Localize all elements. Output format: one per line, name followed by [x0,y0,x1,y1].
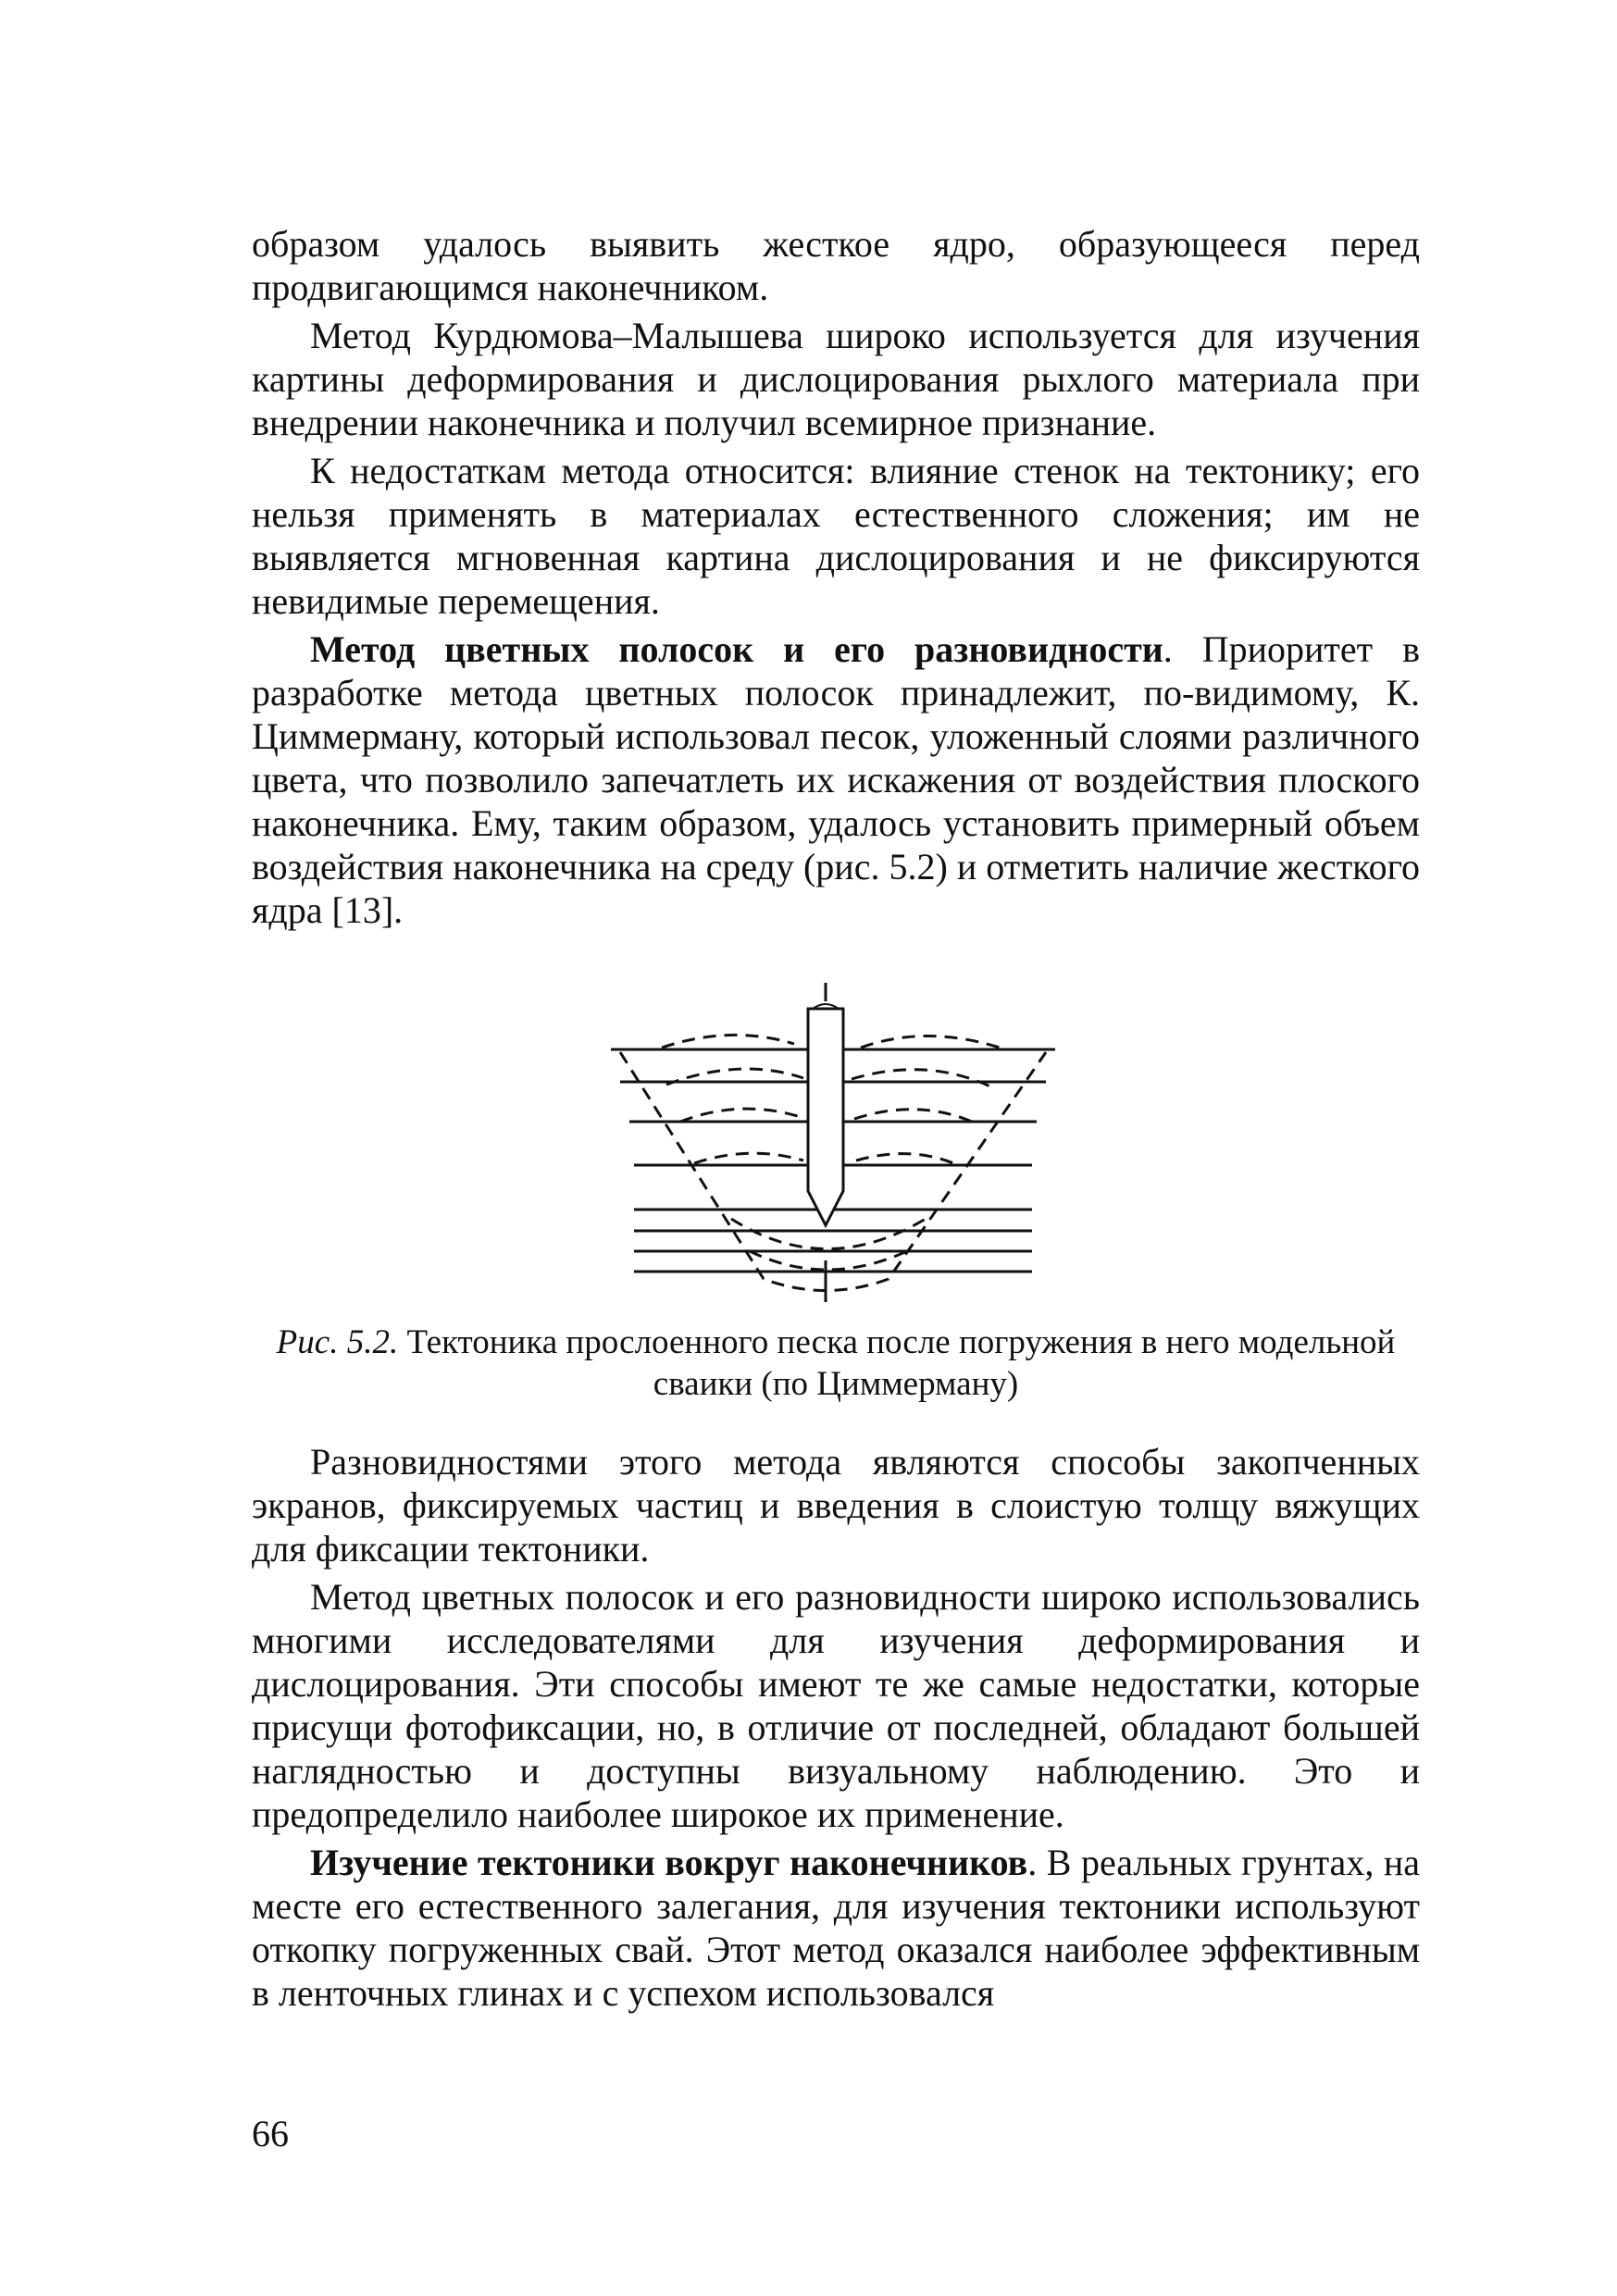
distortion-curve [680,1109,801,1122]
text-block-bottom [252,1440,1420,2019]
distortion-curve [731,1219,926,1249]
caption-label: Рис. 5.2. [276,1323,399,1361]
page-number: 66 [252,2113,289,2154]
paragraph-7 [252,1841,1420,2015]
distortion-curve [750,1251,907,1270]
section-heading-colored-stripes: Метод цветных полосок и его разновидности [310,628,1163,670]
paragraph-4-body: . Приоритет в разработке метода цветных полосок принадлежит, по-видимому, К. Циммерману, который использовал песок, уложенный слоями различного цвета, что позволило запечатлеть их искажения от воздействия плоского наконечника. Ему, таким образом, удалось установить примерный объем воздействия наконечника на среду (рис. 5.2) и отметить наличие жесткого ядра [13]. [252,628,1420,931]
figure-caption [252,1322,1420,1405]
tectonics-diagram [592,983,1074,1334]
paragraph-2: Метод Курдюмова–Малышева широко используется для изучения картины деформирования и дислоцирования рыхлого материала при внедрении наконечника и получил всемирное признание. [252,315,1420,443]
pile-shape [808,1009,843,1225]
section-heading-tectonics: Изучение тектоники вокруг наконечников [310,1842,1028,1883]
paragraph-5: Разновидностями этого метода являются способы закопченных экранов, фиксируемых частиц и введения в слоистую толщу вяжущих для фиксации тектоники. [252,1441,1420,1570]
distortion-curve [662,1035,794,1048]
text-block-top [252,222,1420,937]
paragraph-6: Метод цветных полосок и его разновидности широко использовались многими исследователями для изучения деформирования и дислоцирования. Эти способы имеют те же самые недостатки, которые присущи фотофиксации, но, в отличие от последней, обладают большей наглядностью и доступны визуальному наблюдению. Это и предопределило наиболее широкое их применение. [252,1576,1420,1835]
paragraph-4 [252,627,1420,932]
distortion-curve [694,1153,803,1163]
distortion-curve [852,1070,990,1086]
distortion-curve [854,1110,972,1122]
caption-text: Тектоника прослоенного песка после погружения в него модельной сваики (по Циммерману) [398,1323,1396,1403]
paragraph-1: образом удалось выявить жесткое ядро, образующееся перед продвигающимся наконечником. [252,223,1420,308]
distortion-curve [856,1154,958,1165]
paragraph-7-body: . В реальных грунтах, на месте его естественного залегания, для изучения тектоники используют откопку погруженных свай. Этот метод оказался наиболее эффективным в ленточных глинах и с успехом использовался [252,1842,1420,2014]
paragraph-3: К недостаткам метода относится: влияние стенок на тектонику; его нельзя применять в материалах естественного сложения; им не выявляется мгновенная картина дислоцирования и не фиксируются невидимые перемещения. [252,450,1420,622]
distortion-curve [861,1036,1000,1049]
figure-5-2 [592,983,1074,1334]
